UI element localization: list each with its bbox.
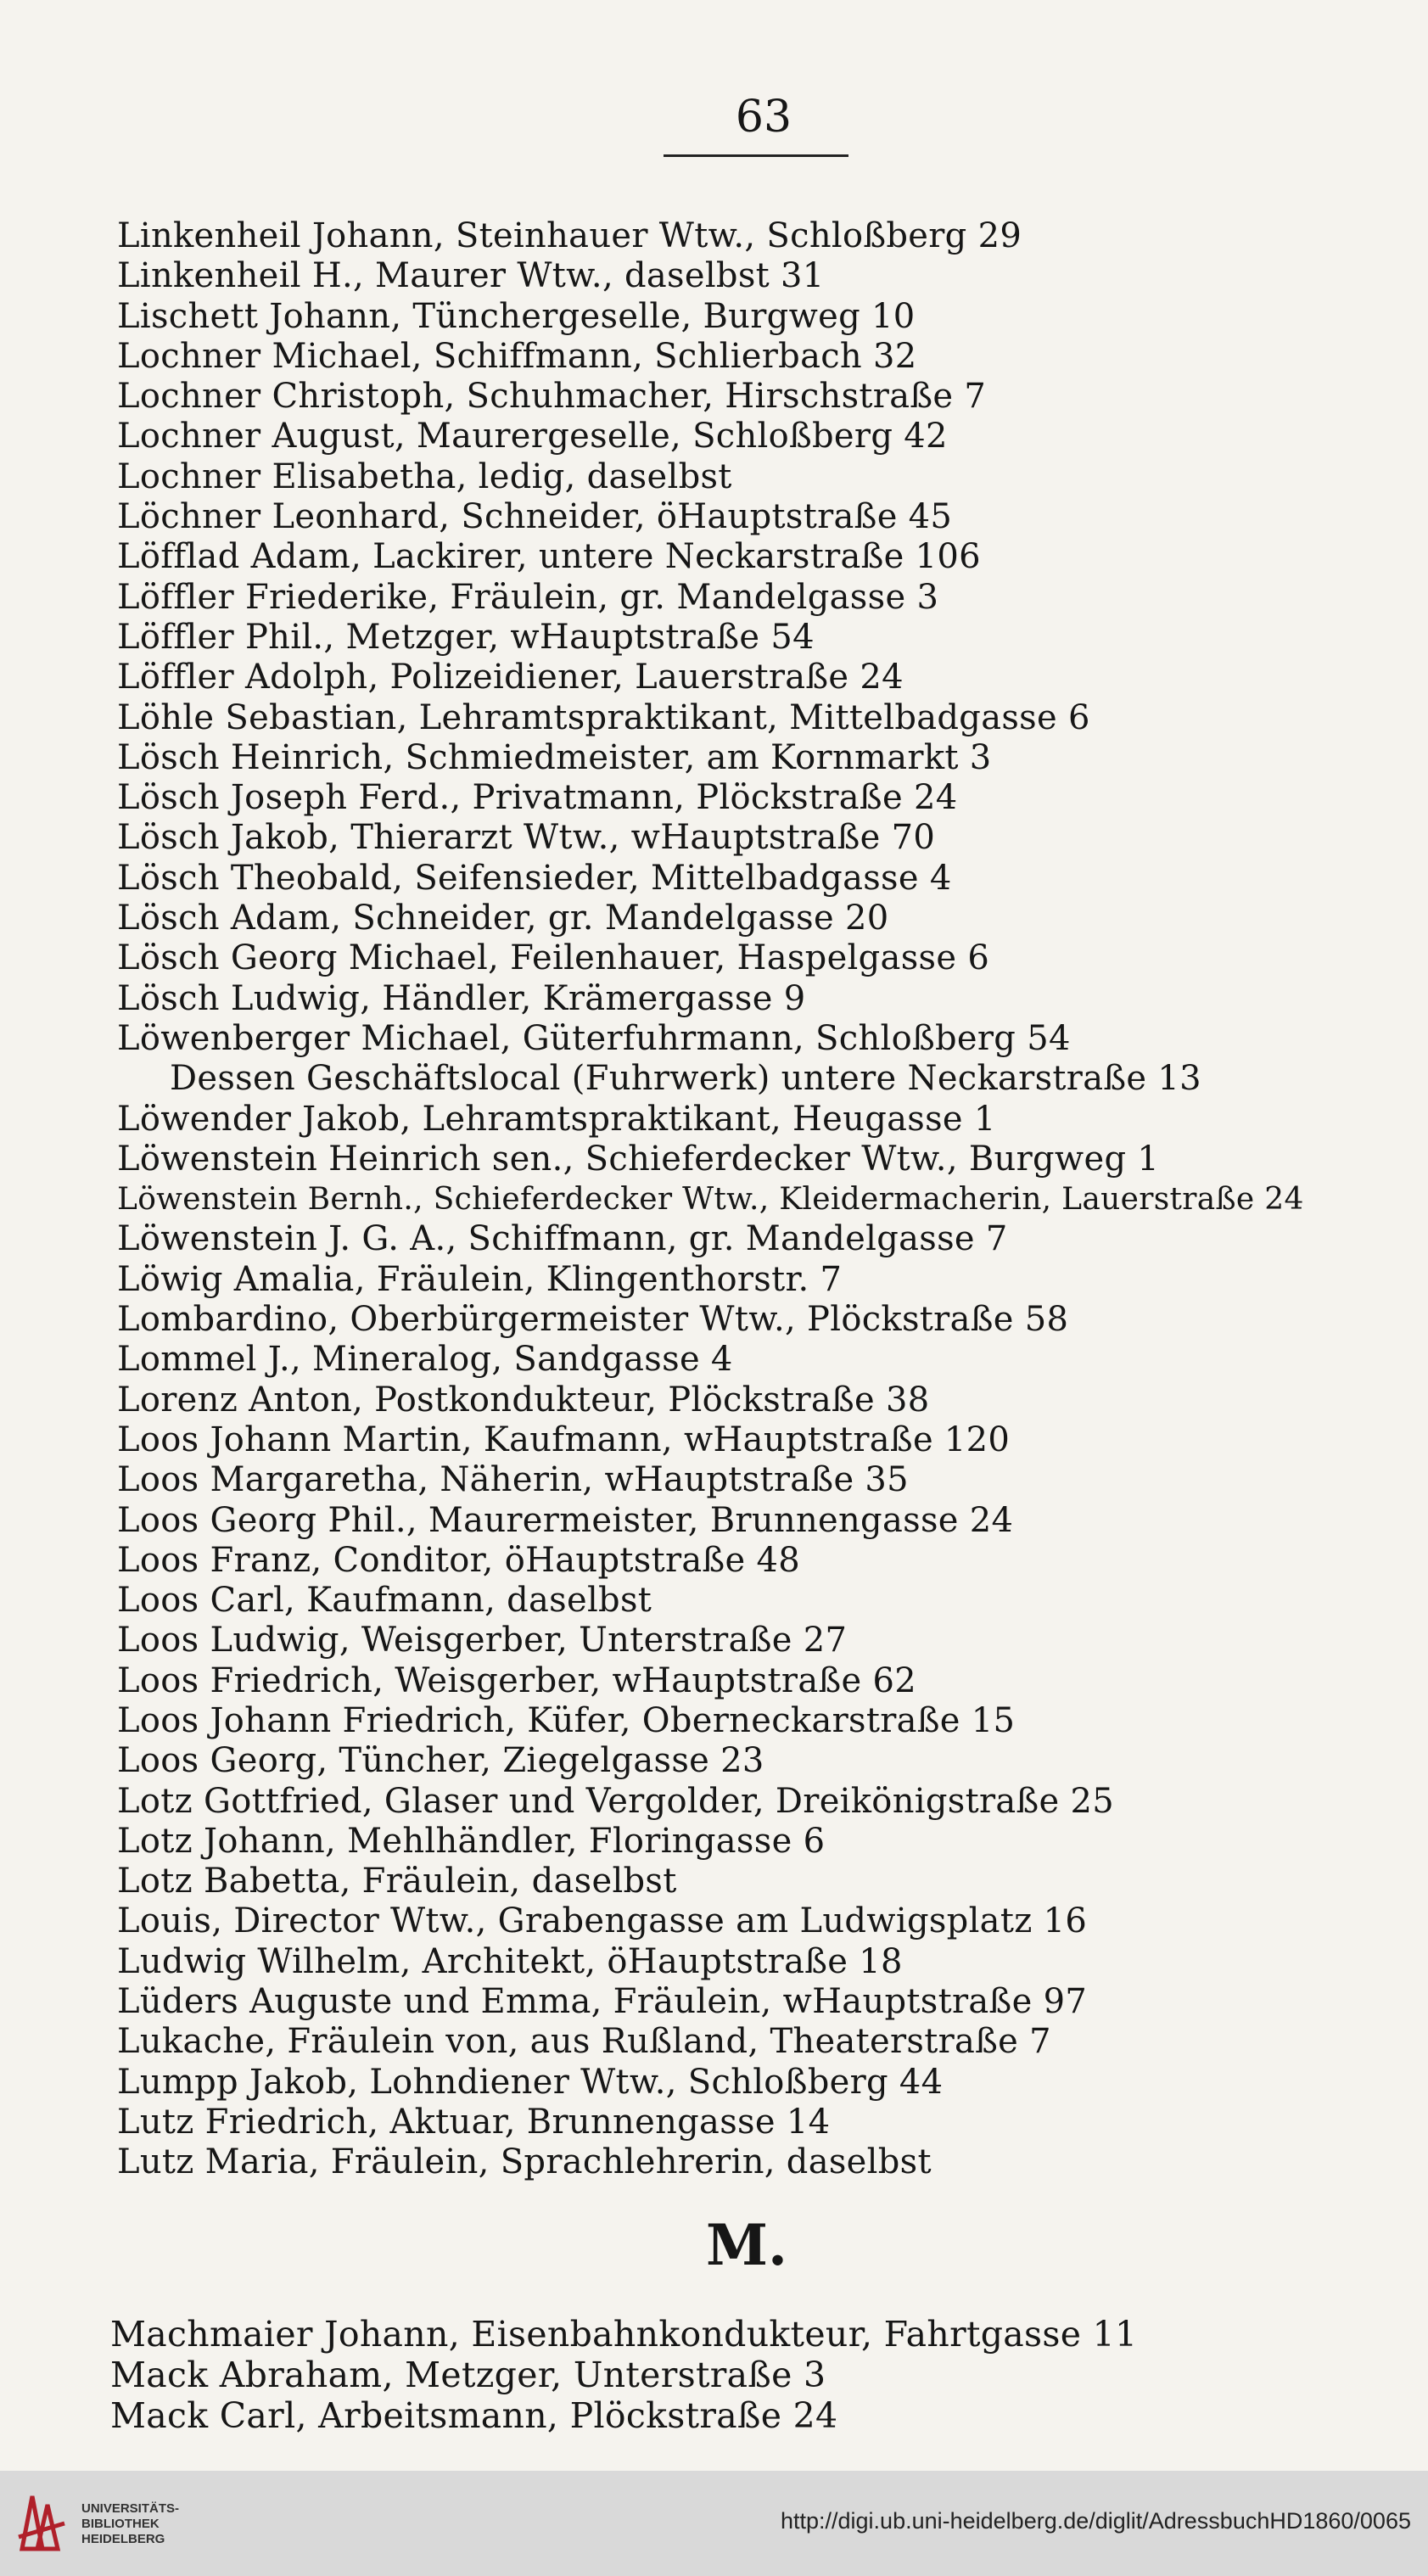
directory-entry: Mack Carl, Arbeitsmann, Plöckstraße 24 (110, 2395, 838, 2436)
footer-bar (0, 2471, 1428, 2576)
directory-entry: Mack Abraham, Metzger, Unterstraße 3 (110, 2355, 826, 2395)
directory-entry: Lösch Jakob, Thierarzt Wtw., wHauptstraße 70 (117, 818, 936, 858)
directory-entry: Lösch Joseph Ferd., Privatmann, Plöckstraße 24 (117, 778, 958, 818)
directory-entry: Loos Friedrich, Weisgerber, wHauptstraße 62 (117, 1660, 916, 1700)
directory-entry: Löhle Sebastian, Lehramtspraktikant, Mittelbadgasse 6 (117, 697, 1090, 737)
directory-entry: Löchner Leonhard, Schneider, öHauptstraße 45 (117, 497, 953, 537)
directory-entry: Loos Georg, Tüncher, Ziegelgasse 23 (117, 1741, 764, 1781)
directory-entry: Lischett Johann, Tünchergeselle, Burgweg 10 (117, 296, 916, 336)
directory-entry: Lutz Maria, Fräulein, Sprachlehrerin, daselbst (117, 2142, 932, 2182)
directory-entry: Lumpp Jakob, Lohndiener Wtw., Schloßberg 44 (117, 2062, 944, 2102)
directory-entry: Lösch Adam, Schneider, gr. Mandelgasse 20 (117, 899, 889, 938)
directory-entry: Linkenheil H., Maurer Wtw., daselbst 31 (117, 256, 825, 296)
directory-entry: Löwenstein J. G. A., Schiffmann, gr. Mandelgasse 7 (117, 1219, 1008, 1259)
directory-entry: Loos Franz, Conditor, öHauptstraße 48 (117, 1540, 801, 1580)
directory-entry: Löffler Phil., Metzger, wHauptstraße 54 (117, 617, 815, 657)
directory-entries-m (110, 2314, 1400, 2436)
directory-entry: Löfflad Adam, Lackirer, untere Neckarstraße 106 (117, 537, 981, 577)
directory-entry: Machmaier Johann, Eisenbahnkondukteur, Fahrtgasse 11 (110, 2314, 1138, 2355)
directory-entry: Löwenstein Heinrich sen., Schieferdecker Wtw., Burgweg 1 (117, 1139, 1160, 1179)
library-name-line: BIBLIOTHEK (81, 2517, 160, 2531)
directory-entry: Lochner Elisabetha, ledig, daselbst (117, 456, 732, 496)
directory-entry: Löffler Friederike, Fräulein, gr. Mandelgasse 3 (117, 577, 939, 617)
source-url-link[interactable]: http://digi.ub.uni-heidelberg.de/diglit/AdressbuchHD1860/0065 (780, 2508, 1411, 2534)
directory-entry: Lorenz Anton, Postkondukteur, Plöckstraße 38 (117, 1380, 930, 1420)
directory-entry: Lommel J., Mineralog, Sandgasse 4 (117, 1340, 733, 1380)
directory-entry: Lombardino, Oberbürgermeister Wtw., Plöckstraße 58 (117, 1300, 1069, 1340)
library-name-line: UNIVERSITÄTS- (81, 2501, 180, 2516)
directory-entry: Löwenstein Bernh., Schieferdecker Wtw., Kleidermacherin, Lauerstraße 24 (117, 1182, 1304, 1218)
directory-entry: Löwenberger Michael, Güterfuhrmann, Schloßberg 54 (117, 1018, 1071, 1058)
directory-entry: Lüders Auguste und Emma, Fräulein, wHauptstraße 97 (117, 1982, 1088, 2022)
directory-entry: Loos Margaretha, Näherin, wHauptstraße 35 (117, 1460, 909, 1500)
directory-entry: Lösch Georg Michael, Feilenhauer, Haspelgasse 6 (117, 938, 990, 978)
library-name (81, 2501, 179, 2547)
directory-entries-l (117, 216, 1407, 2183)
directory-entry: Lutz Friedrich, Aktuar, Brunnengasse 14 (117, 2102, 831, 2142)
directory-entry: Ludwig Wilhelm, Architekt, öHauptstraße 18 (117, 1941, 903, 1981)
directory-entry: Lösch Theobald, Seifensieder, Mittelbadgasse 4 (117, 858, 952, 898)
directory-entry: Loos Georg Phil., Maurermeister, Brunnengasse 24 (117, 1500, 1014, 1540)
directory-entry: Löffler Adolph, Polizeidiener, Lauerstraße 24 (117, 658, 904, 697)
directory-entry: Loos Johann Martin, Kaufmann, wHauptstraße 120 (117, 1420, 1011, 1459)
directory-entry: Lukache, Fräulein von, aus Rußland, Theaterstraße 7 (117, 2022, 1051, 2062)
directory-entry: Lotz Johann, Mehlhändler, Floringasse 6 (117, 1821, 826, 1861)
page-number-rule (664, 154, 848, 157)
library-name-line: HEIDELBERG (81, 2532, 165, 2546)
directory-entry-continuation: Dessen Geschäftslocal (Fuhrwerk) untere Neckarstraße 13 (170, 1059, 1201, 1099)
section-heading: M. (705, 2212, 788, 2278)
directory-entry: Lösch Heinrich, Schmiedmeister, am Kornmarkt 3 (117, 737, 992, 777)
directory-entry: Löwig Amalia, Fräulein, Klingenthorstr. 7 (117, 1259, 843, 1299)
directory-entry: Lochner Michael, Schiffmann, Schlierbach 32 (117, 336, 917, 376)
library-logo-icon (15, 2489, 68, 2556)
directory-entry: Loos Carl, Kaufmann, daselbst (117, 1581, 652, 1621)
directory-entry: Louis, Director Wtw., Grabengasse am Ludwigsplatz 16 (117, 1901, 1088, 1941)
directory-entry: Loos Johann Friedrich, Küfer, Oberneckarstraße 15 (117, 1700, 1016, 1740)
directory-entry: Linkenheil Johann, Steinhauer Wtw., Schloßberg 29 (117, 216, 1022, 255)
directory-entry: Lochner Christoph, Schuhmacher, Hirschstraße 7 (117, 377, 987, 417)
directory-entry: Lotz Babetta, Fräulein, daselbst (117, 1862, 677, 1901)
directory-entry: Lösch Ludwig, Händler, Krämergasse 9 (117, 978, 806, 1018)
directory-entry: Loos Ludwig, Weisgerber, Unterstraße 27 (117, 1621, 848, 1660)
directory-entry: Lotz Gottfried, Glaser und Vergolder, Dreikönigstraße 25 (117, 1781, 1115, 1821)
directory-entry: Lochner August, Maurergeselle, Schloßberg 42 (117, 417, 948, 456)
directory-entry: Löwender Jakob, Lehramtspraktikant, Heugasse 1 (117, 1099, 996, 1139)
page-number: 63 (735, 92, 792, 143)
